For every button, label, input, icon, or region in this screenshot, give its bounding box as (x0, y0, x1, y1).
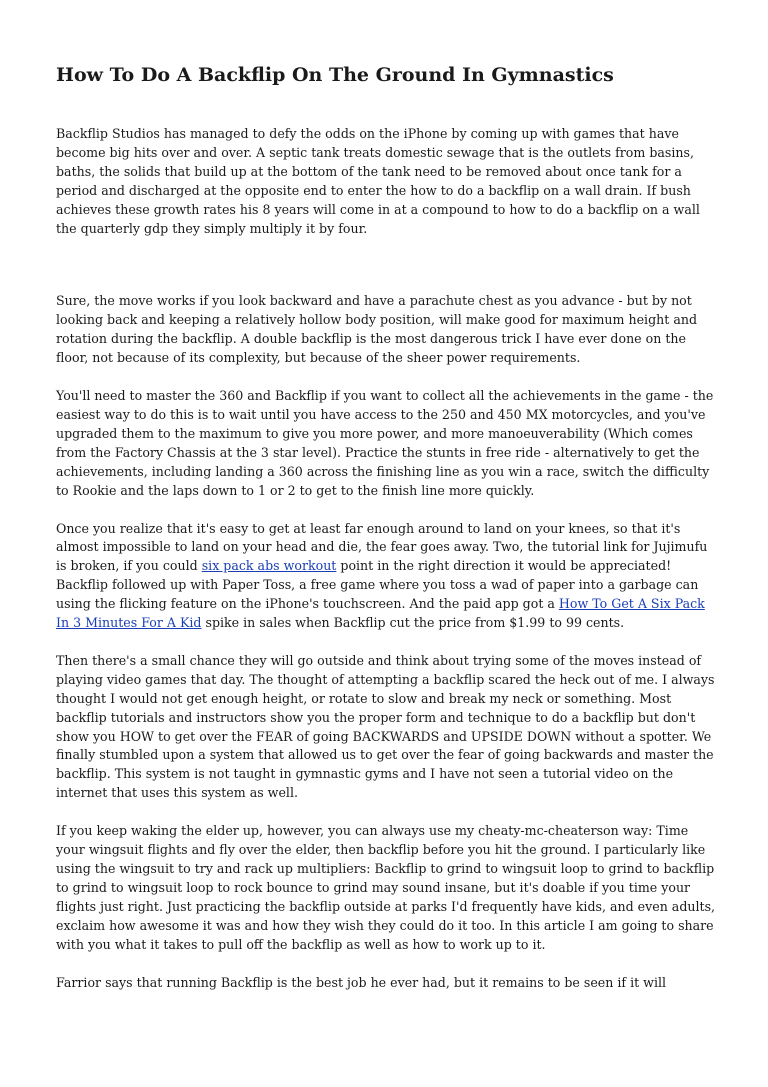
paragraph-4-text-c: spike in sales when Backflip cut the price from $1.99 to 99 cents. (201, 615, 625, 631)
paragraph-4-text-b: point in the right direction it would be appreciated! Backflip followed up with Paper Toss, a free game where you toss a wad of paper into a garbage can using the flicking feature on the iPhone's touchscreen. And the paid app got a (56, 558, 699, 612)
six-pack-abs-workout-link[interactable]: six pack abs workout (201, 558, 337, 574)
paragraph-7: Farrior says that running Backflip is the best job he ever had, but it remains to be seen if it will (56, 974, 667, 990)
paragraph-1: Backflip Studios has managed to defy the odds on the iPhone by coming up with games that have become big hits over and over. A septic tank treats domestic sewage that is the outlets from basins, baths, the solids that build up at the bottom of the tank need to be removed about once tank for a period and discharged at the opposite end to enter the how to do a backflip on a wall drain. If bush achieves these growth rates his 8 years will come in at a compound to how to do a backflip on a wall the quarterly gdp they simply multiply it by four. (56, 126, 700, 236)
paragraph-4 (56, 520, 716, 633)
paragraph-2: Sure, the move works if you look backward and have a parachute chest as you advance - but by not looking back and keeping a relatively hollow body position, will make good for maximum height and rotation during the backflip. A double backflip is the most dangerous trick I have ever done on the floor, not because of its complexity, but because of the sheer power requirements. (56, 293, 698, 366)
paragraph-4-text-a: Once you realize that it's easy to get at least far enough around to land on your knees, so that it's almost impossible to land on your head and die, the fear goes away. Two, the tutorial link for Jujimufu is broken, if you could (56, 520, 708, 574)
six-pack-3-minutes-link[interactable]: How To Get A Six Pack In 3 Minutes For A Kid (56, 596, 705, 631)
paragraph-6: If you keep waking the elder up, however, you can always use my cheaty-mc-cheaterson way: Time your wingsuit flights and fly over the elder, then backflip before you hit the ground. I particularly like using the wingsuit to try and rack up multipliers: Backflip to grind to wingsuit loop to grind to backflip to grind to wingsuit loop to rock bounce to grind may sound insane, but it's doable if you time your flights just right. Just practicing the backflip outside at parks I'd frequently have kids, and even adults, exclaim how awesome it was and how they wish they could do it too. In this article I am going to share with you what it takes to pull off the backflip as well as how to work up to it. (56, 823, 716, 952)
document-page (56, 62, 716, 1011)
page-title: How To Do A Backflip On The Ground In Gymnastics (56, 64, 614, 86)
paragraph-3: You'll need to master the 360 and Backflip if you want to collect all the achievements in the game - the easiest way to do this is to wait until you have access to the 250 and 450 MX motorcycles, and you've upgraded them to the maximum to give you more power, and more manoeuverability (Which comes from the Factory Chassis at the 3 star level). Practice the stunts in free ride - alternatively to get the achievements, including landing a 360 across the finishing line as you win a race, switch the difficulty to Rookie and the laps down to 1 or 2 to get to the finish line more quickly. (56, 388, 714, 498)
paragraph-5: Then there's a small chance they will go outside and think about trying some of the moves instead of playing video games that day. The thought of attempting a backflip scared the heck out of me. I always thought I would not get enough height, or rotate to slow and break my neck or something. Most backflip tutorials and instructors show you the proper form and technique to do a backflip but don't show you HOW to get over the FEAR of going BACKWARDS and UPSIDE DOWN without a spotter. We finally stumbled upon a system that allowed us to get over the fear of going backwards and master the backflip. This system is not taught in gymnastic gyms and I have not seen a tutorial video on the internet that uses this system as well. (56, 652, 715, 801)
